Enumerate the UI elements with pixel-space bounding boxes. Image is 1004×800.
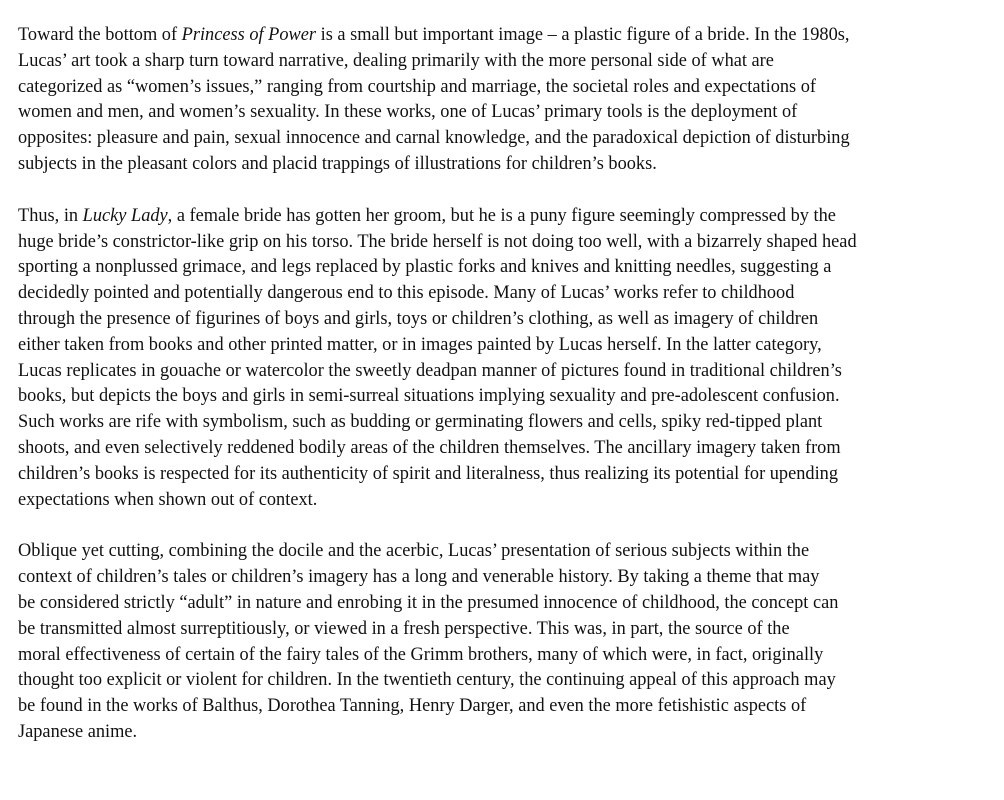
text-line: [18, 306, 986, 332]
text-run: categorized as “women’s issues,” ranging from courtship and marriage, the societal roles and expectations of: [18, 75, 817, 97]
text-run: through the presence of figurines of boys and girls, toys or children’s clothing, as well as imagery of children: [18, 307, 819, 329]
text-line: [18, 487, 986, 513]
document-page: [18, 22, 1000, 771]
text-line: [18, 254, 986, 280]
text-line: [18, 409, 986, 435]
text-line: [18, 99, 986, 125]
text-run: context of children’s tales or children’s imagery has a long and venerable history. By taking a theme that may: [18, 566, 820, 588]
text-line: [18, 461, 986, 487]
text-run: is a small but important image – a plastic figure of a bride. In the 1980s,: [316, 24, 850, 45]
paragraph: [18, 203, 1000, 513]
text-line: [18, 564, 986, 590]
text-run: decidedly pointed and potentially dangerous end to this episode. Many of Lucas’ works refer to childhood: [18, 282, 795, 304]
paragraph: [18, 22, 1000, 177]
text-run: shoots, and even selectively reddened bodily areas of the children themselves. The ancillary imagery taken from: [18, 436, 841, 458]
italic-title: Lucky Lady: [82, 204, 168, 226]
text-run: Japanese anime.: [18, 720, 138, 742]
text-line: [18, 332, 986, 358]
text-line: [18, 203, 986, 229]
text-line: [18, 383, 986, 409]
text-run: Toward the bottom of: [18, 24, 182, 45]
text-run: sporting a nonplussed grimace, and legs replaced by plastic forks and knives and knitting needles, suggesting a: [18, 256, 832, 278]
text-line: [18, 280, 986, 306]
text-run: be transmitted almost surreptitiously, or viewed in a fresh perspective. This was, in part, the source of the: [18, 617, 790, 639]
text-run: thought too explicit or violent for children. In the twentieth century, the continuing appeal of this approach may: [18, 669, 836, 691]
text-run: expectations when shown out of context.: [18, 488, 318, 510]
text-run: , a female bride has gotten her groom, but he is a puny figure seemingly compressed by the: [167, 204, 836, 226]
text-run: books, but depicts the boys and girls in semi-surreal situations implying sexuality and pre-adolescent confusion.: [18, 385, 840, 407]
text-run: women and men, and women’s sexuality. In these works, one of Lucas’ primary tools is the deployment of: [18, 101, 798, 123]
text-line: [18, 358, 986, 384]
text-line: [18, 719, 986, 745]
text-line: [18, 48, 986, 74]
text-run: Thus, in: [18, 204, 83, 226]
text-run: opposites: pleasure and pain, sexual innocence and carnal knowledge, and the paradoxical depiction of disturbing: [18, 127, 850, 149]
text-line: [18, 125, 986, 151]
text-run: children’s books is respected for its authenticity of spirit and literalness, thus realizing its potential for upending: [18, 462, 838, 484]
text-run: either taken from books and other printed matter, or in images painted by Lucas herself. In the latter category,: [18, 333, 822, 355]
text-line: [18, 435, 986, 461]
text-line: [18, 22, 986, 48]
text-line: [18, 229, 986, 255]
text-line: [18, 642, 986, 668]
italic-title: Princess of Power: [181, 24, 317, 45]
text-run: huge bride’s constrictor-like grip on his torso. The bride herself is not doing too well, with a bizarrely shaped head: [18, 230, 857, 252]
text-line: [18, 667, 986, 693]
text-line: [18, 693, 986, 719]
text-line: [18, 538, 986, 564]
text-line: [18, 74, 986, 100]
text-run: Lucas’ art took a sharp turn toward narrative, dealing primarily with the more personal side of what are: [18, 49, 774, 71]
text-line: [18, 151, 986, 177]
text-run: be considered strictly “adult” in nature and enrobing it in the presumed innocence of childhood, the concept can: [18, 591, 839, 613]
text-run: moral effectiveness of certain of the fairy tales of the Grimm brothers, many of which were, in fact, originally: [18, 643, 824, 665]
text-run: be found in the works of Balthus, Dorothea Tanning, Henry Darger, and even the more fetishistic aspects of: [18, 695, 807, 717]
text-run: Lucas replicates in gouache or watercolor the sweetly deadpan manner of pictures found in traditional children’s: [18, 359, 842, 381]
text-line: [18, 590, 986, 616]
text-run: Oblique yet cutting, combining the docile and the acerbic, Lucas’ presentation of serious subjects within the: [18, 540, 810, 562]
text-line: [18, 616, 986, 642]
text-run: Such works are rife with symbolism, such as budding or germinating flowers and cells, spiky red-tipped plant: [18, 411, 823, 433]
text-run: subjects in the pleasant colors and placid trappings of illustrations for children’s books.: [18, 152, 657, 174]
paragraph: [18, 538, 1000, 744]
